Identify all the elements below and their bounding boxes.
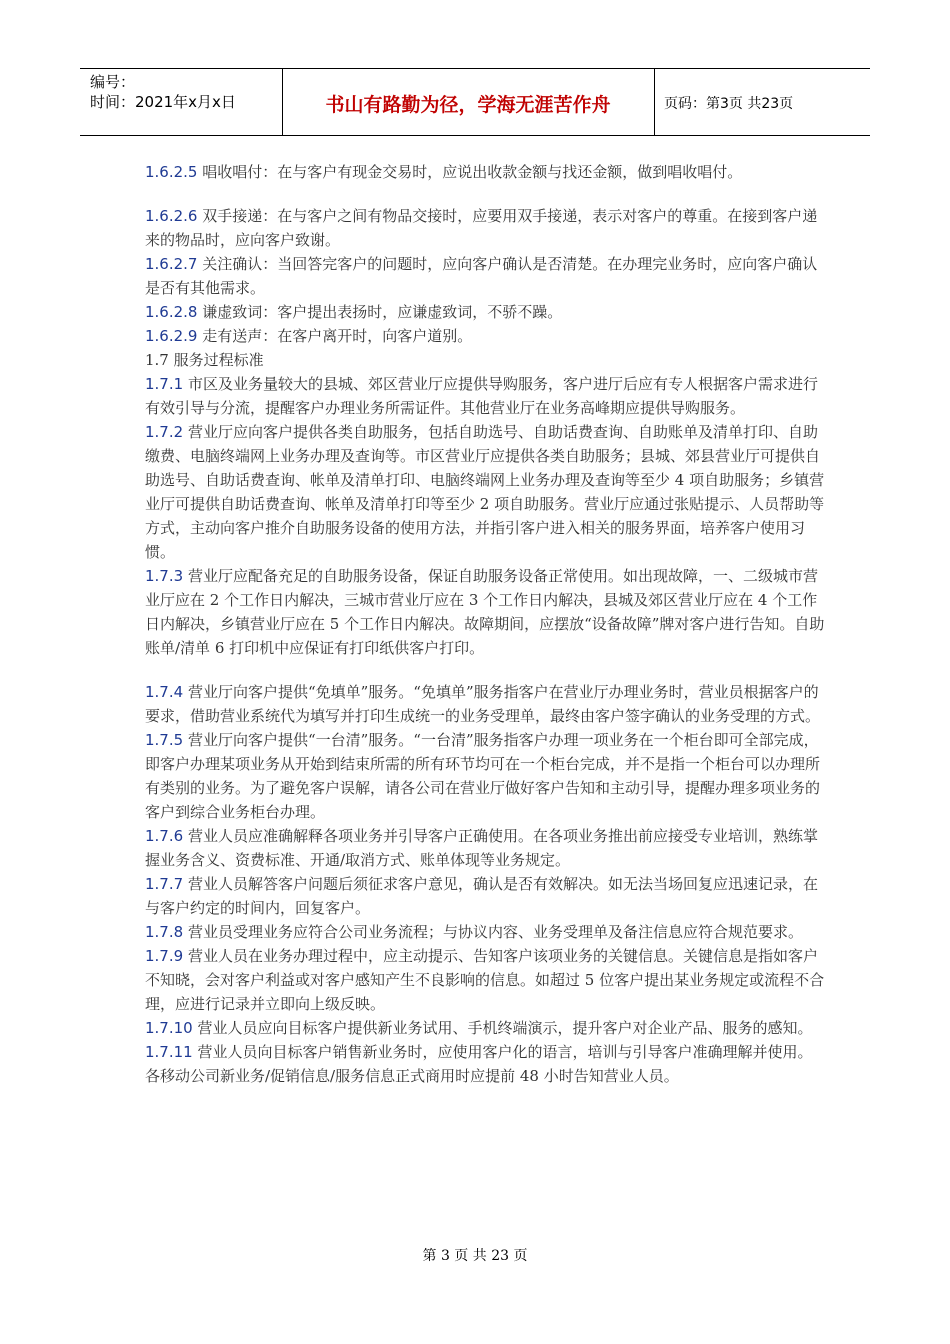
clause-text: 营业人员解答客户问题后须征求客户意见，确认是否有效解决。如无法当场回复应迅速记录，在与客户约定的时间内，回复客户。 — [145, 875, 818, 917]
clause-number: 1.6.2.6 — [145, 207, 198, 225]
clause-text: 营业员受理业务应符合公司业务流程；与协议内容、业务受理单及备注信息应符合规范要求。 — [183, 923, 803, 941]
paragraph-1-6-2-8 — [145, 300, 825, 324]
clause-text: 营业厅向客户提供“免填单”服务。“免填单”服务指客户在营业厅办理业务时，营业员根据客户的要求，借助营业系统代为填写并打印生成统一的业务受理单，最终由客户签字确认的业务受理的方式。 — [145, 683, 821, 725]
clause-number: 1.7.9 — [145, 947, 184, 965]
clause-number: 1.7.10 — [145, 1019, 193, 1037]
clause-number: 1.7.11 — [145, 1043, 193, 1061]
paragraph-gap — [145, 184, 825, 204]
paragraph-1-7-10 — [145, 1016, 825, 1040]
clause-number: 1.7.1 — [145, 375, 184, 393]
clause-number: 1.7.5 — [145, 731, 184, 749]
paragraph-1-7-3 — [145, 564, 825, 660]
paragraph-1-6-2-6 — [145, 204, 825, 252]
clause-text: 营业人员应准确解释各项业务并引导客户正确使用。在各项业务推出前应接受专业培训，熟练掌握业务含义、资费标准、开通/取消方式、账单体现等业务规定。 — [145, 827, 818, 869]
clause-text: 关注确认：当回答完客户的问题时，应向客户确认是否清楚。在办理完业务时，应向客户确认是否有其他需求。 — [145, 255, 818, 297]
paragraph-1-7-7 — [145, 872, 825, 920]
clause-number: 1.7.6 — [145, 827, 184, 845]
document-body — [145, 160, 825, 1088]
paragraph-1-7-2 — [145, 420, 825, 564]
section-heading-1-7 — [145, 348, 825, 372]
header-info-cell — [80, 69, 283, 135]
section-heading-text: 1.7 服务过程标准 — [145, 351, 264, 369]
clause-number: 1.6.2.5 — [145, 163, 198, 181]
clause-text: 营业人员在业务办理过程中，应主动提示、告知客户该项业务的关键信息。关键信息是指如客户不知晓，会对客户利益或对客户感知产生不良影响的信息。如超过 5 位客户提出某业务规定或流程不合理，应进行记录并立即向上级反映。 — [145, 947, 825, 1013]
clause-text: 走有送声：在客户离开时，向客户道别。 — [197, 327, 473, 345]
clause-number: 1.7.8 — [145, 923, 184, 941]
paragraph-1-7-11 — [145, 1040, 825, 1088]
clause-number: 1.6.2.9 — [145, 327, 198, 345]
document-header — [80, 68, 870, 136]
clause-number: 1.7.7 — [145, 875, 184, 893]
header-page-cell — [654, 69, 870, 135]
clause-text: 市区及业务量较大的县城、郊区营业厅应提供导购服务，客户进厅后应有专人根据客户需求进行有效引导与分流，提醒客户办理业务所需证件。其他营业厅在业务高峰期应提供导购服务。 — [145, 375, 818, 417]
clause-text: 营业厅向客户提供“一台清”服务。“一台清”服务指客户办理一项业务在一个柜台即可全部完成，即客户办理某项业务从开始到结束所需的所有环节均可在一个柜台完成，并不是指一个柜台可以办理所有类别的业务。为了避免客户误解，请各公司在营业厅做好客户告知和主动引导，提醒办理多项业务的客户到综合业务柜台办理。 — [145, 731, 821, 821]
paragraph-1-6-2-5 — [145, 160, 825, 184]
serial-label: 编号： — [90, 73, 136, 91]
clause-number: 1.7.2 — [145, 423, 184, 441]
clause-text: 营业人员应向目标客户提供新业务试用、手机终端演示，提升客户对企业产品、服务的感知。 — [192, 1019, 813, 1037]
clause-number: 1.7.3 — [145, 567, 184, 585]
motto-text: 书山有路勤为径，学海无涯苦作舟 — [325, 94, 611, 116]
paragraph-1-6-2-9 — [145, 324, 825, 348]
header-motto-cell — [282, 69, 655, 135]
clause-number: 1.6.2.7 — [145, 255, 198, 273]
paragraph-1-7-4 — [145, 680, 825, 728]
paragraph-gap — [145, 660, 825, 680]
clause-text: 营业人员向目标客户销售新业务时，应使用客户化的语言，培训与引导客户准确理解并使用。各移动公司新业务/促销信息/服务信息正式商用时应提前 48 小时告知营业人员。 — [145, 1043, 813, 1085]
clause-text: 唱收唱付：在与客户有现金交易时，应说出收款金额与找还金额，做到唱收唱付。 — [197, 163, 743, 181]
paragraph-1-7-9 — [145, 944, 825, 1016]
clause-number: 1.6.2.8 — [145, 303, 198, 321]
clause-text: 双手接递：在与客户之间有物品交接时，应要用双手接递，表示对客户的尊重。在接到客户递来的物品时，应向客户致谢。 — [145, 207, 818, 249]
paragraph-1-6-2-7 — [145, 252, 825, 300]
paragraph-1-7-5 — [145, 728, 825, 824]
clause-text: 谦虚致词：客户提出表扬时，应谦虚致词，不骄不躁。 — [197, 303, 563, 321]
header-page-number: 页码：第3页 共23页 — [664, 96, 794, 112]
paragraph-1-7-1 — [145, 372, 825, 420]
time-label: 时间：2021年x月x日 — [90, 93, 236, 111]
clause-text: 营业厅应配备充足的自助服务设备，保证自助服务设备正常使用。如出现故障，一、二级城市营业厅应在 2 个工作日内解决，三城市营业厅应在 3 个工作日内解决，县城及郊区营业厅应在 4 个工作日内解决，乡镇营业厅应在 5 个工作日内解决。故障期间，应摆放“设备故障”牌对客户进行告知。自助账单/清单 6 打印机中应保证有打印纸供客户打印。 — [145, 567, 825, 657]
page-footer: 第 3 页 共 23 页 — [422, 1248, 528, 1264]
paragraph-1-7-8 — [145, 920, 825, 944]
clause-text: 营业厅应向客户提供各类自助服务，包括自助选号、自助话费查询、自助账单及清单打印、自助缴费、电脑终端网上业务办理及查询等。市区营业厅应提供各类自助服务；县城、郊县营业厅可提供自助选号、自助话费查询、帐单及清单打印、电脑终端网上业务办理及查询等至少 4 项自助服务；乡镇营业厅可提供自助话费查询、帐单及清单打印等至少 2 项自助服务。营业厅应通过张贴提示、人员帮助等方式，主动向客户推介自助服务设备的使用方法，并指引客户进入相关的服务界面，培养客户使用习惯。 — [145, 423, 825, 561]
clause-number: 1.7.4 — [145, 683, 184, 701]
paragraph-1-7-6 — [145, 824, 825, 872]
